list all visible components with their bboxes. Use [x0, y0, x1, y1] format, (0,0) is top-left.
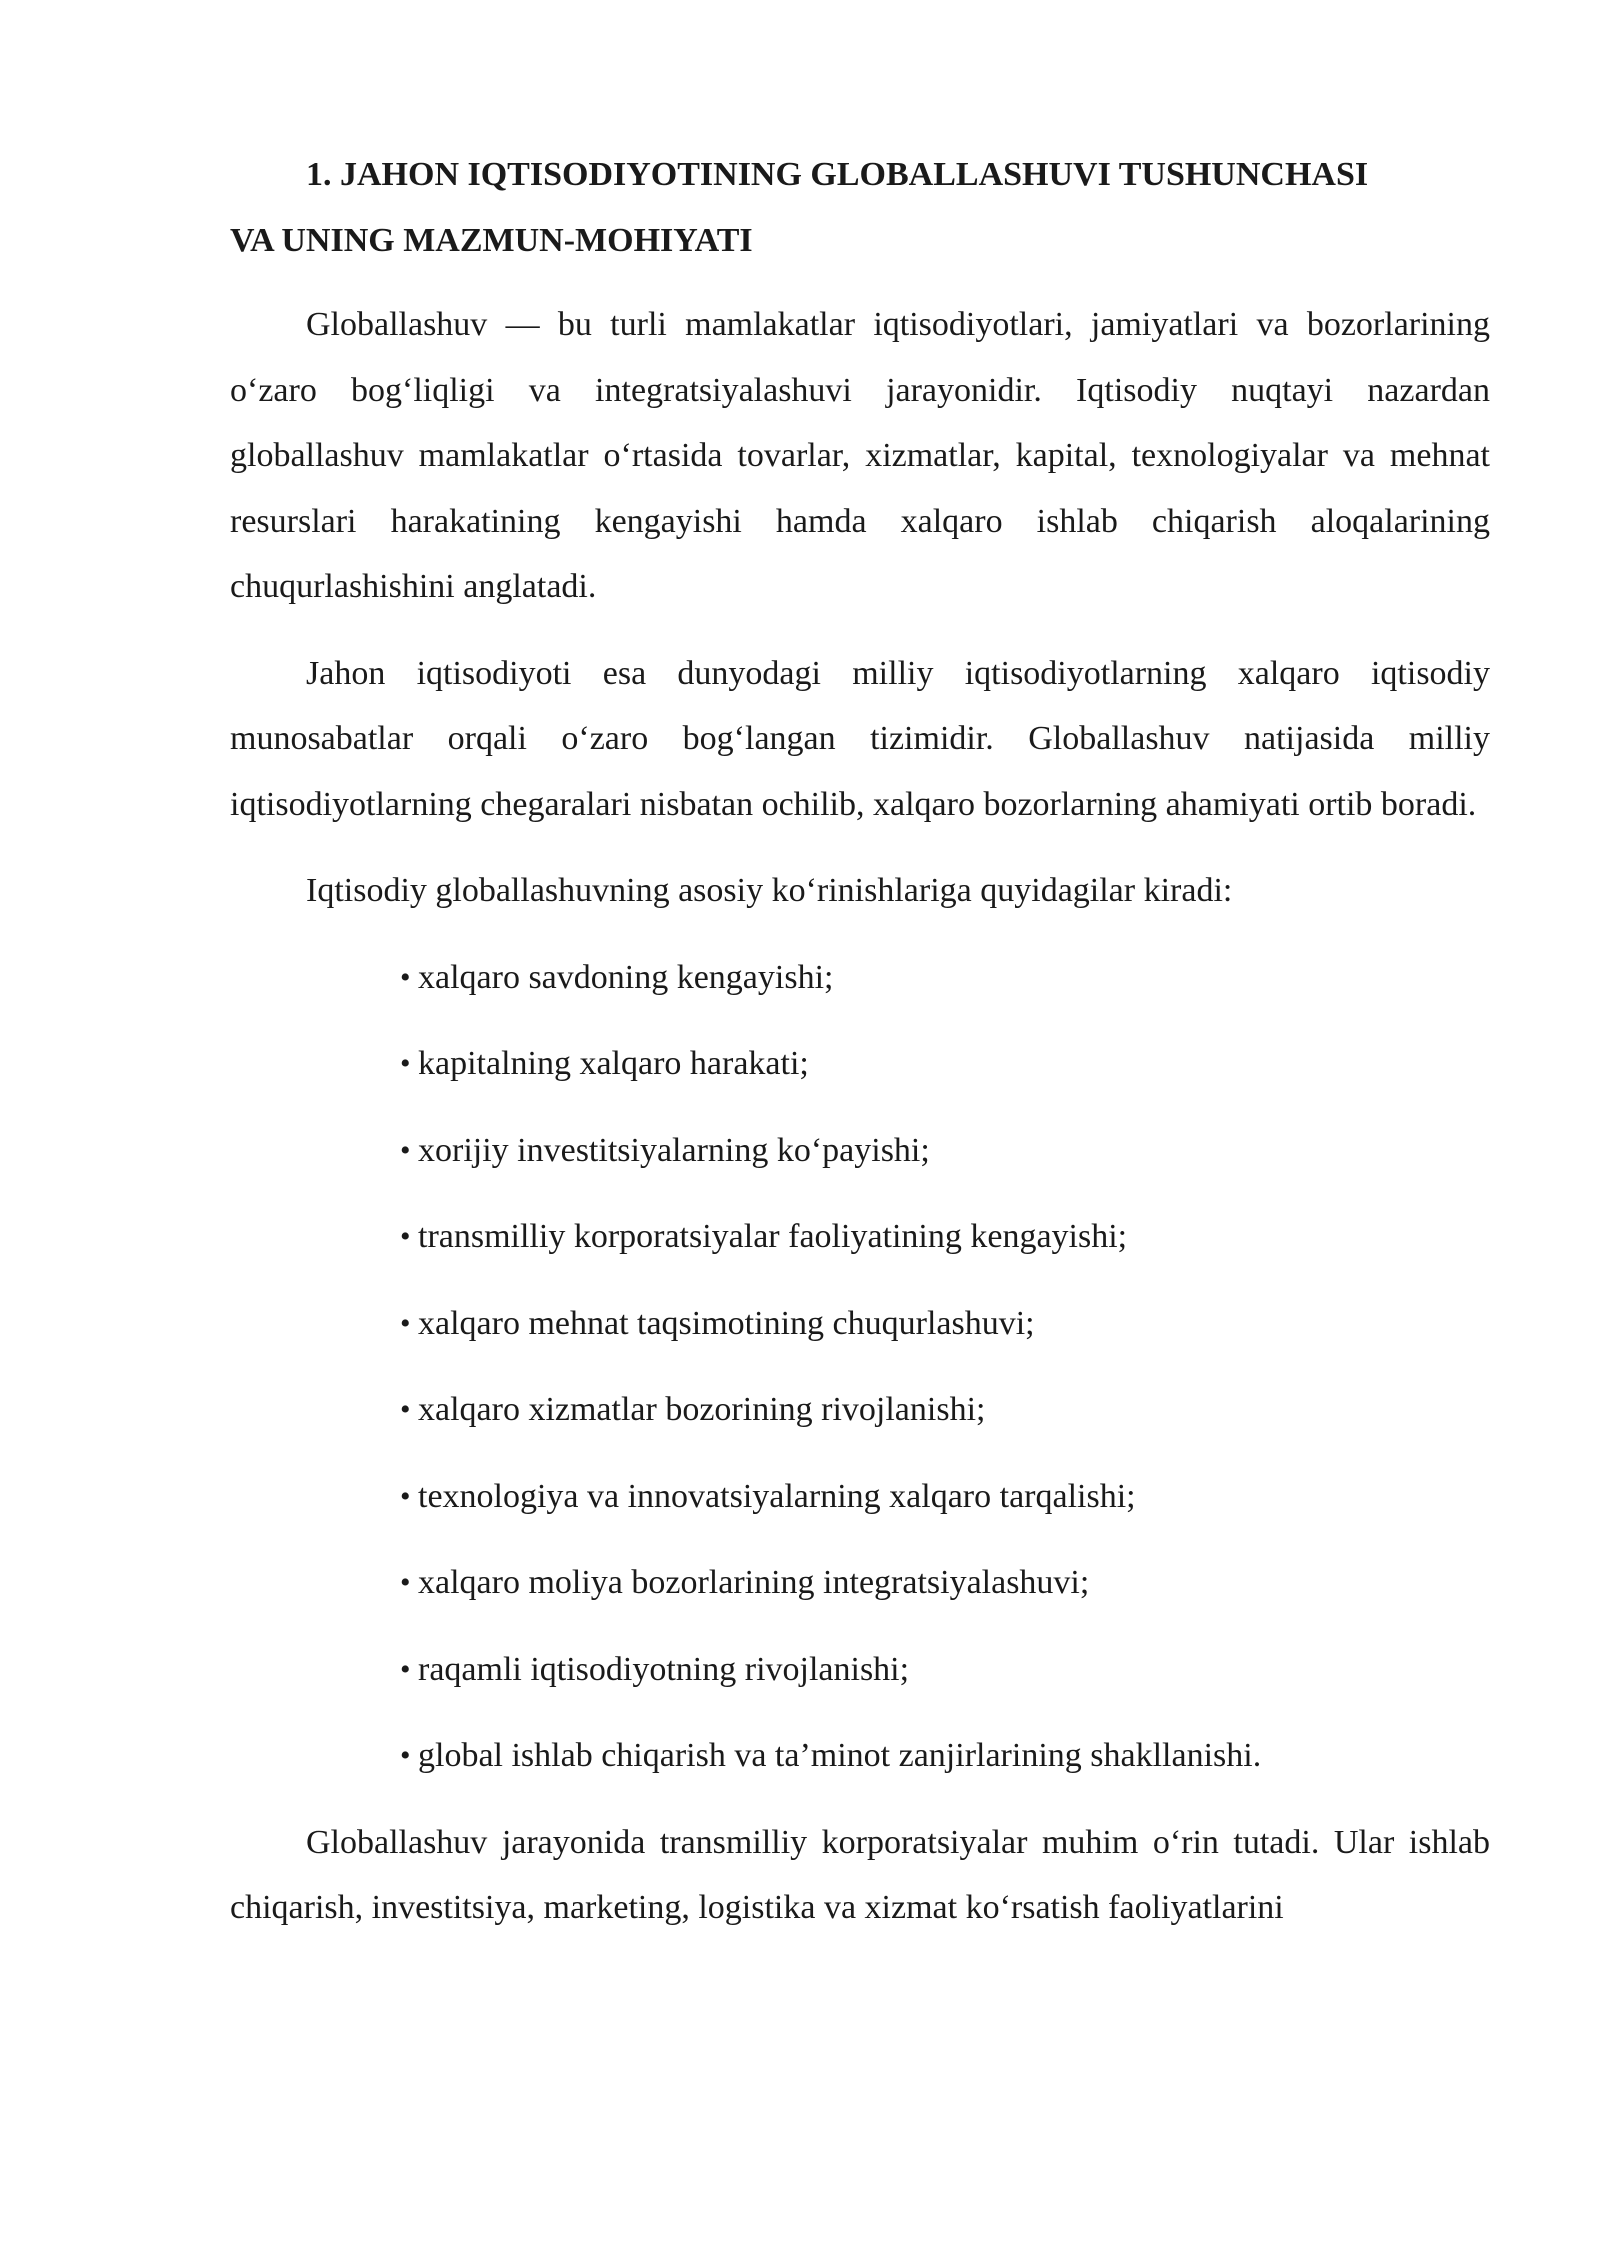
bullet-icon: •	[400, 1393, 411, 1426]
bullet-icon: •	[400, 1047, 411, 1080]
list-item-text: xalqaro mehnat taqsimotining chuqurlashuvi;	[418, 1304, 1035, 1342]
list-item	[230, 1291, 1490, 1357]
list-item-text: xalqaro moliya bozorlarining integratsiyalashuvi;	[418, 1564, 1090, 1601]
list-item-text: texnologiya va innovatsiyalarning xalqaro tarqalishi;	[418, 1477, 1136, 1515]
bullet-icon: •	[400, 1306, 411, 1340]
list-item-text: raqamli iqtisodiyotning rivojlanishi;	[418, 1650, 910, 1688]
bullet-icon: •	[400, 1133, 411, 1167]
bullet-icon: •	[400, 1220, 411, 1253]
list-item	[230, 1118, 1490, 1184]
list-item-text: kapitalning xalqaro harakati;	[418, 1045, 809, 1082]
bullet-icon: •	[400, 1739, 411, 1772]
list-item	[230, 945, 1490, 1011]
list-item-text: global ishlab chiqarish va ta’minot zanjirlarining shakllanishi.	[418, 1737, 1262, 1774]
list-item	[230, 1204, 1490, 1270]
section-heading-line-2: VA UNING MAZMUN-MOHIYATI	[230, 222, 753, 259]
list-item	[230, 1723, 1490, 1789]
list-item	[230, 1031, 1490, 1097]
section-heading	[230, 142, 1490, 274]
bullet-icon: •	[400, 1566, 411, 1599]
list-item-text: xalqaro xizmatlar bozorining rivojlanishi;	[418, 1391, 986, 1428]
list-item	[230, 1464, 1490, 1530]
paragraph-jahon-iqtisodiyoti: Jahon iqtisodiyoti esa dunyodagi milliy iqtisodiyotlarning xalqaro iqtisodiy munosabatlar orqali o‘zaro bog‘langan tizimidir. Globallashuv natijasida milliy iqtisodiyotlarning chegaralari nisbatan ochilib, xalqaro bozorlarning ahamiyati ortib boradi.	[230, 654, 1490, 823]
list-item	[230, 1550, 1490, 1616]
bullet-icon: •	[400, 960, 411, 994]
list-item-text: xorijiy investitsiyalarning ko‘payishi;	[418, 1131, 930, 1169]
list-item-text: xalqaro savdoning kengayishi;	[418, 958, 834, 996]
list-item	[230, 1377, 1490, 1443]
bullet-icon: •	[400, 1652, 411, 1686]
paragraph-transmilliy-korporatsiyalar: Globallashuv jarayonida transmilliy korporatsiyalar muhim o‘rin tutadi. Ular ishlab chiqarish, investitsiya, marketing, logistika va xizmat ko‘rsatish faoliyatlarini	[230, 1823, 1490, 1926]
paragraph-globallashuv-definition: Globallashuv — bu turli mamlakatlar iqtisodiyotlari, jamiyatlari va bozorlarining o‘zaro bog‘liqligi va integratsiyalashuvi jarayonidir. Iqtisodiy nuqtayi nazardan globallashuv mamlakatlar o‘rtasida tovarlar, xizmatlar, kapital, texnologiyalar va mehnat resurslari harakatining kengayishi hamda xalqaro ishlab chiqarish aloqalarining chuqurlashishini anglatadi.	[230, 306, 1490, 605]
globalization-forms-list	[230, 945, 1490, 1789]
section-heading-line-1: 1. JAHON IQTISODIYOTINING GLOBALLASHUVI TUSHUNCHASI	[306, 156, 1369, 193]
list-item-text: transmilliy korporatsiyalar faoliyatining kengayishi;	[418, 1218, 1128, 1255]
paragraph-list-intro: Iqtisodiy globallashuvning asosiy ko‘rinishlariga quyidagilar kiradi:	[306, 872, 1233, 909]
bullet-icon: •	[400, 1479, 411, 1513]
document-page	[230, 142, 1490, 1941]
list-item	[230, 1637, 1490, 1703]
